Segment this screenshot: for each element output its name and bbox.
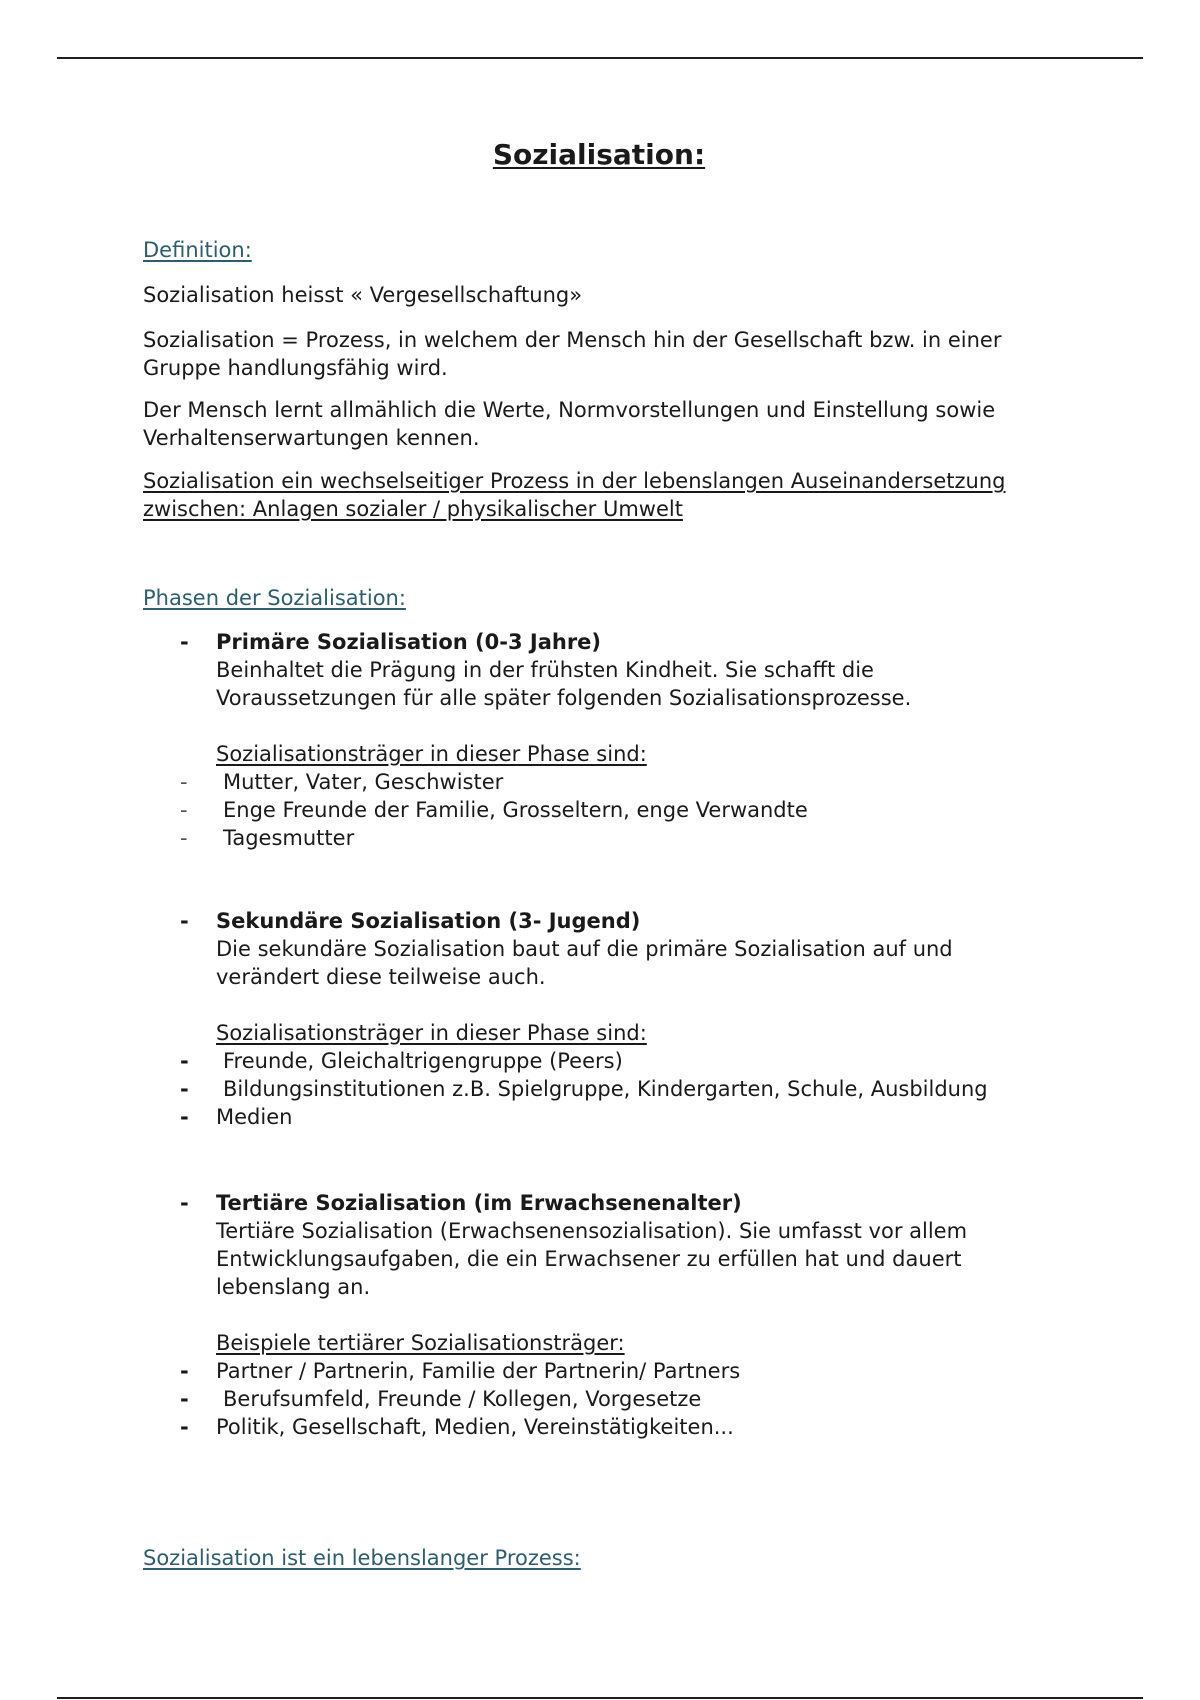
sekundaer-item-1: Freunde, Gleichaltrigengruppe (Peers): [223, 1049, 623, 1073]
list-item: [143, 824, 1063, 852]
list-item: [143, 1075, 1063, 1103]
bottom-rule: [57, 1697, 1143, 1699]
bullet-dash: -: [180, 770, 188, 794]
primaer-desc-line-1: Beinhaltet die Prägung in der frühsten Kindheit. Sie schafft die: [216, 658, 874, 682]
primaer-title: Primäre Sozialisation (0-3 Jahre): [216, 630, 602, 654]
list-item: [143, 1103, 1063, 1131]
sekundaer-traeger-label-row: [143, 1019, 1063, 1047]
list-item: [143, 1047, 1063, 1075]
top-rule: [57, 57, 1143, 59]
phasen-heading: Phasen der Sozialisation:: [143, 586, 406, 610]
definition-paragraph-2: [143, 326, 1063, 382]
definition-paragraph-2-line-2: Gruppe handlungsfähig wird.: [143, 356, 448, 380]
bullet-dash: -: [180, 1105, 189, 1129]
definition-paragraph-4: [143, 467, 1063, 523]
bullet-dash: -: [180, 1191, 189, 1215]
primaer-title-line: [143, 628, 1063, 656]
definition-paragraph-1: [143, 281, 1063, 309]
primaer-desc-line-2: Voraussetzungen für alle später folgenden Sozialisationsprozesse.: [216, 686, 912, 710]
tertiaer-item-3: Politik, Gesellschaft, Medien, Vereinstätigkeiten...: [216, 1415, 734, 1439]
bullet-dash: -: [180, 909, 189, 933]
sekundaer-desc-line-2-row: [143, 963, 1063, 991]
primaer-desc-line-2-row: [143, 684, 1063, 712]
bullet-dash: -: [180, 1415, 189, 1439]
tertiaer-desc-line-3-row: [143, 1273, 1063, 1301]
tertiaer-title-line: [143, 1189, 1063, 1217]
tertiaer-traeger-label: Beispiele tertiärer Sozialisationsträger:: [216, 1331, 625, 1355]
definition-paragraph-2-line-1: Sozialisation = Prozess, in welchem der Mensch hin der Gesellschaft bzw. in einer: [143, 328, 1002, 352]
tertiaer-desc-line-1: Tertiäre Sozialisation (Erwachsenensozialisation). Sie umfasst vor allem: [216, 1219, 968, 1243]
bullet-dash: -: [180, 826, 188, 850]
sekundaer-section: [143, 907, 1063, 1131]
sekundaer-title-line: [143, 907, 1063, 935]
primaer-item-2: Enge Freunde der Familie, Grosseltern, enge Verwandte: [223, 798, 808, 822]
list-item: [143, 1357, 1063, 1385]
list-item: [143, 1385, 1063, 1413]
bullet-dash: -: [180, 1387, 189, 1411]
primaer-item-3: Tagesmutter: [223, 826, 355, 850]
list-item: [143, 768, 1063, 796]
primaer-section: [143, 628, 1063, 852]
tertiaer-title: Tertiäre Sozialisation (im Erwachsenenalter): [216, 1191, 742, 1215]
primaer-traeger-label-row: [143, 740, 1063, 768]
bullet-dash: -: [180, 798, 188, 822]
primaer-item-1: Mutter, Vater, Geschwister: [223, 770, 504, 794]
definition-paragraph-1-text: Sozialisation heisst « Vergesellschaftung»: [143, 283, 583, 307]
tertiaer-section: [143, 1189, 1063, 1441]
primaer-desc-line-1-row: [143, 656, 1063, 684]
sekundaer-item-2: Bildungsinstitutionen z.B. Spielgruppe, Kindergarten, Schule, Ausbildung: [223, 1077, 988, 1101]
bullet-dash: -: [180, 1077, 189, 1101]
bullet-dash: -: [180, 630, 189, 654]
page-title: Sozialisation:: [492, 138, 706, 171]
bullet-dash: -: [180, 1359, 189, 1383]
sekundaer-traeger-label: Sozialisationsträger in dieser Phase sind:: [216, 1021, 647, 1045]
primaer-traeger-label: Sozialisationsträger in dieser Phase sind:: [216, 742, 647, 766]
sekundaer-desc-line-1: Die sekundäre Sozialisation baut auf die primäre Sozialisation auf und: [216, 937, 953, 961]
spacer: [143, 712, 1063, 740]
bullet-dash: -: [180, 1049, 189, 1073]
lifelong-process-heading: Sozialisation ist ein lebenslanger Prozess:: [143, 1546, 581, 1570]
sekundaer-title: Sekundäre Sozialisation (3- Jugend): [216, 909, 641, 933]
definition-paragraph-3-line-2: Verhaltenserwartungen kennen.: [143, 426, 480, 450]
tertiaer-desc-line-3: lebenslang an.: [216, 1275, 371, 1299]
list-item: [143, 796, 1063, 824]
spacer: [143, 991, 1063, 1019]
sekundaer-desc-line-1-row: [143, 935, 1063, 963]
sekundaer-item-3: Medien: [216, 1105, 293, 1129]
tertiaer-desc-line-1-row: [143, 1217, 1063, 1245]
tertiaer-item-2: Berufsumfeld, Freunde / Kollegen, Vorgesetze: [223, 1387, 702, 1411]
tertiaer-desc-line-2: Entwicklungsaufgaben, die ein Erwachsener zu erfüllen hat und dauert: [216, 1247, 962, 1271]
definition-paragraph-3: [143, 396, 1063, 452]
tertiaer-item-1: Partner / Partnerin, Familie der Partnerin/ Partners: [216, 1359, 741, 1383]
definition-paragraph-4-line-1: Sozialisation ein wechselseitiger Prozess in der lebenslangen Auseinandersetzung: [143, 469, 1006, 493]
spacer: [143, 1301, 1063, 1329]
sekundaer-desc-line-2: verändert diese teilweise auch.: [216, 965, 546, 989]
definition-heading: Definition:: [143, 238, 252, 262]
tertiaer-traeger-label-row: [143, 1329, 1063, 1357]
definition-paragraph-3-line-1: Der Mensch lernt allmählich die Werte, Normvorstellungen und Einstellung sowie: [143, 398, 996, 422]
tertiaer-desc-line-2-row: [143, 1245, 1063, 1273]
list-item: [143, 1413, 1063, 1441]
definition-paragraph-4-line-2: zwischen: Anlagen sozialer / physikalischer Umwelt: [143, 497, 683, 521]
